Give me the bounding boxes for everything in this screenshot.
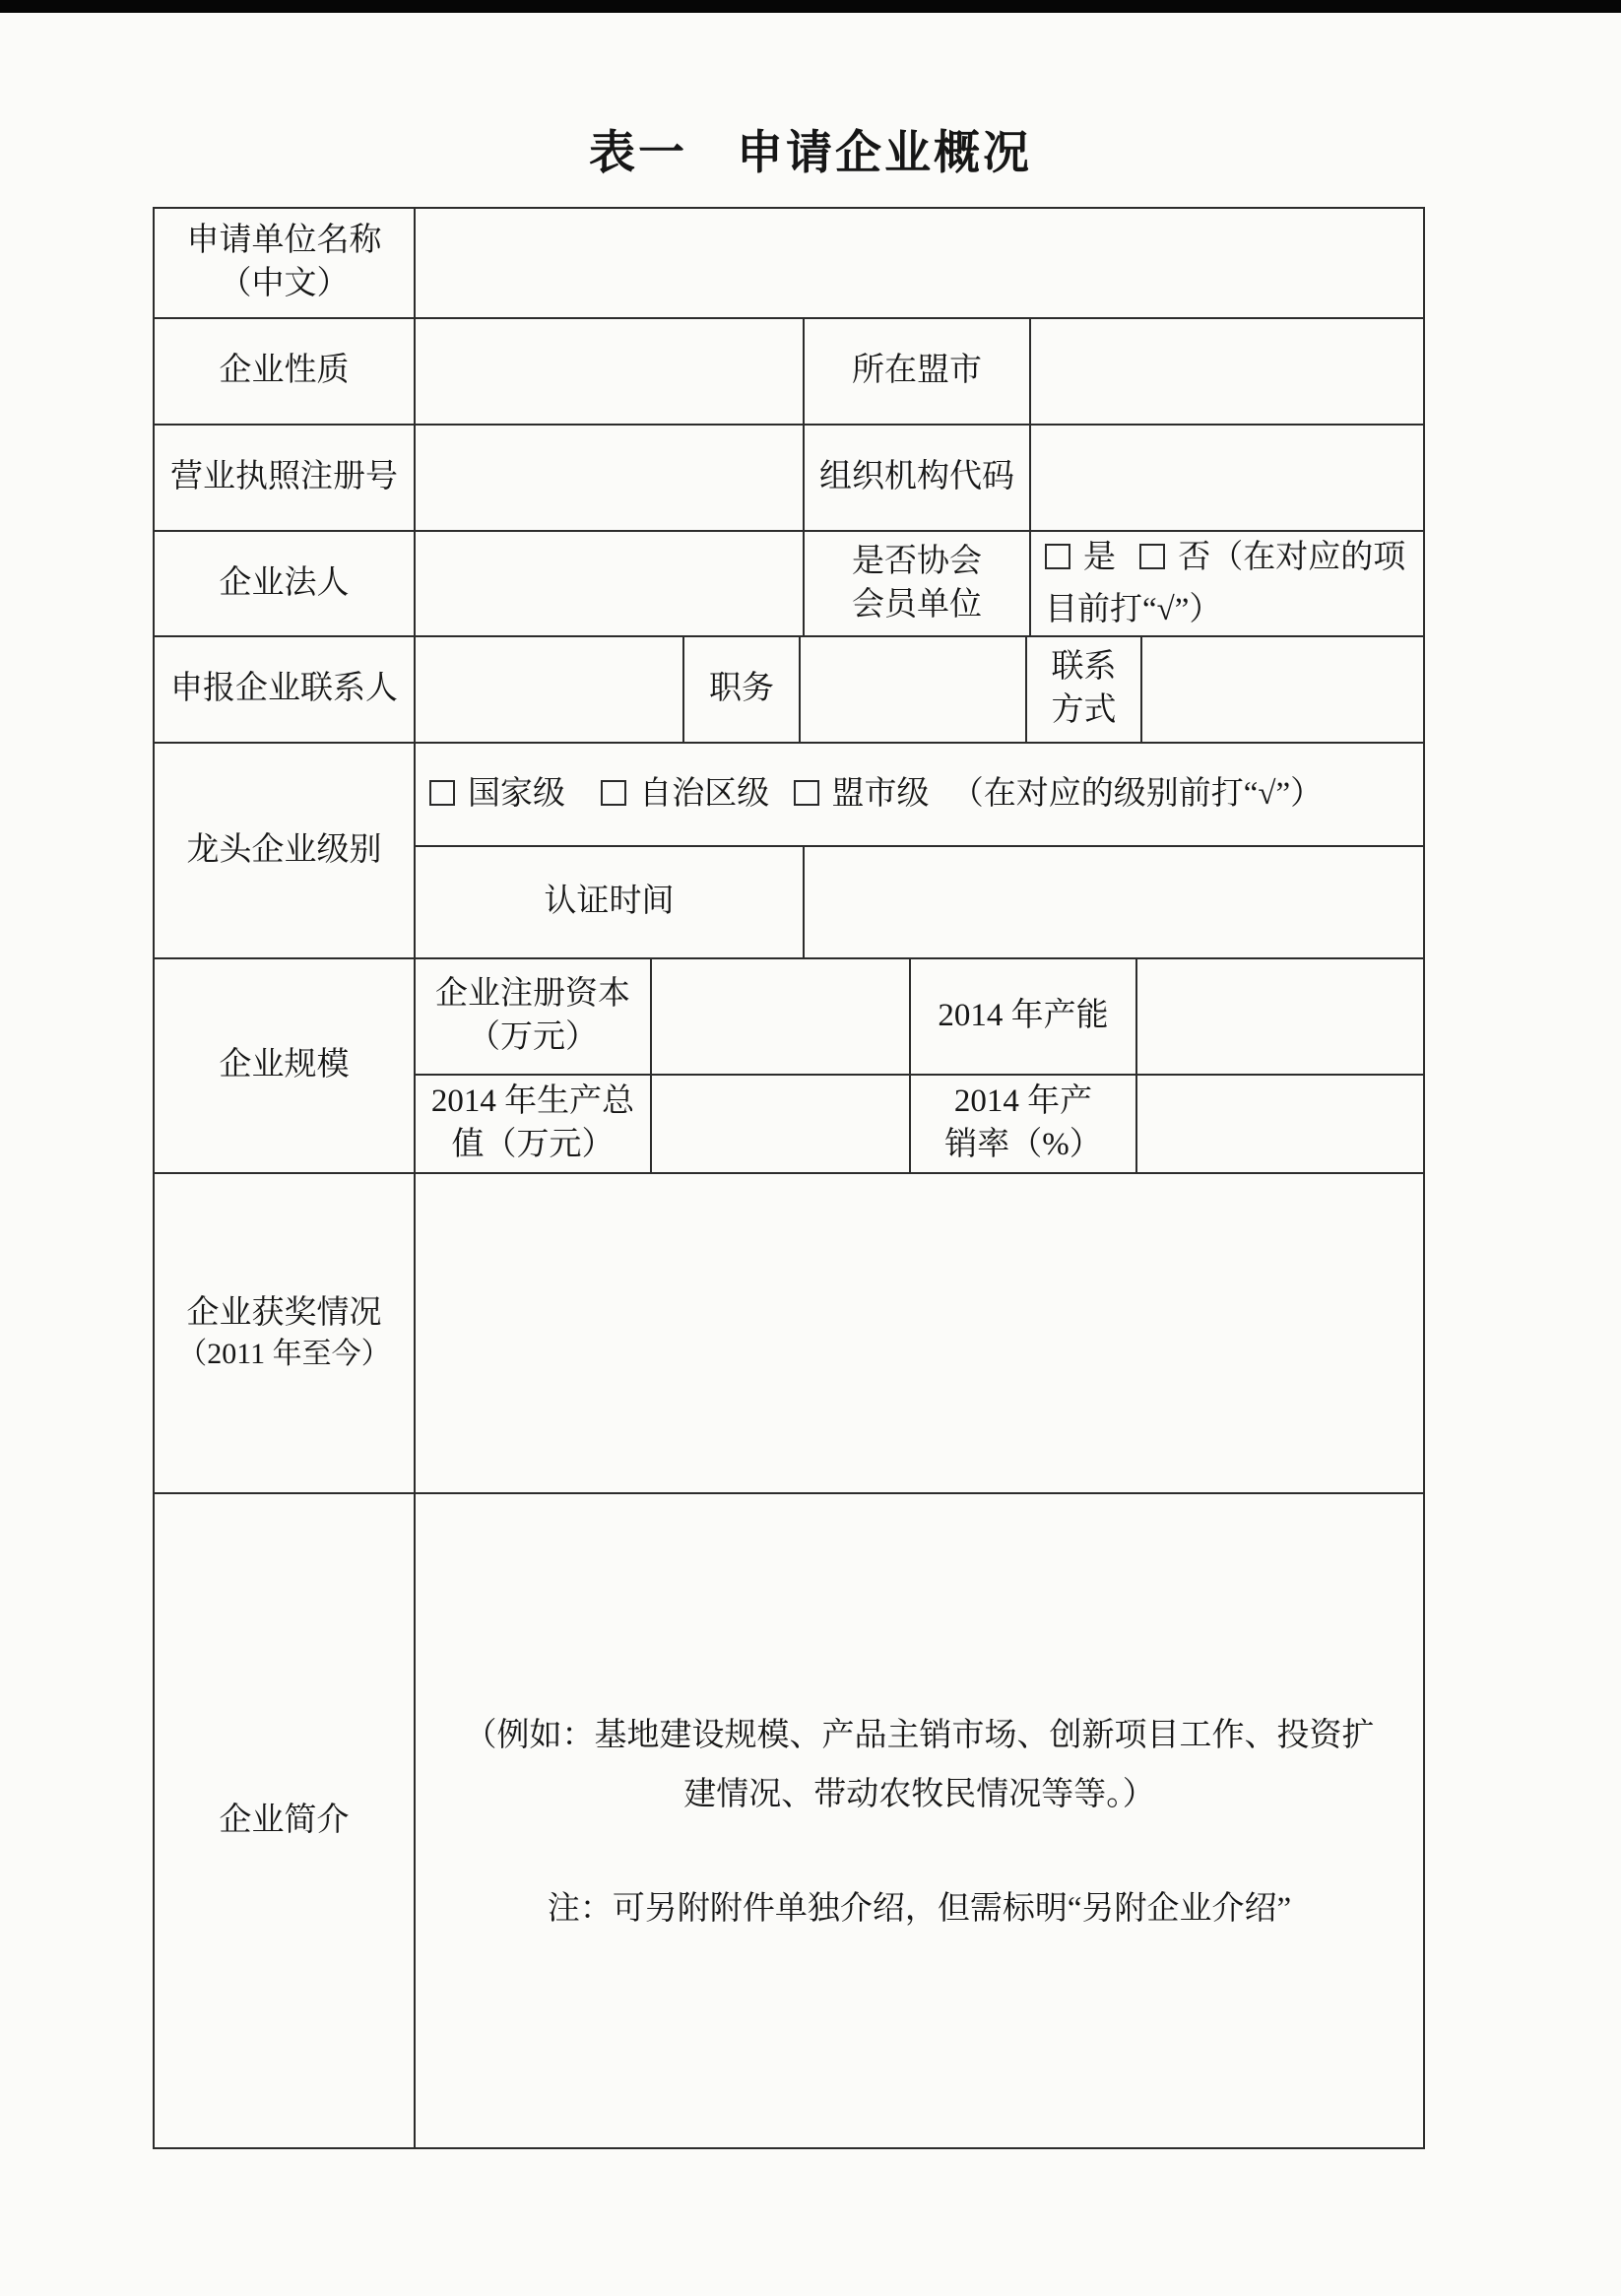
enterprise-overview-table [153,207,1425,2149]
assoc-member-label-line1: 是否协会 [852,543,982,579]
scale-subrow-1 [416,959,1425,1076]
awards-label-line2: （2011 年至今） [177,1338,391,1371]
nature-input-cell[interactable] [416,319,805,426]
row-nature [155,319,1425,426]
sales-rate-input-cell[interactable] [1137,1076,1425,1174]
license-no-label: 营业执照注册号 [155,426,416,532]
contact-input-cell[interactable] [416,637,684,744]
checkbox-yes-icon[interactable] [1045,544,1070,569]
sales-rate-label-line2: 销率（%） [944,1127,1102,1162]
checkbox-no-icon[interactable] [1139,544,1165,569]
row-leading-level [155,744,1425,959]
output-value-input-cell[interactable] [652,1076,911,1174]
awards-input-cell[interactable] [416,1174,1425,1494]
license-no-input-cell[interactable] [416,426,805,532]
reg-capital-label [416,959,652,1076]
assoc-member-option-yes: 是 [1083,539,1116,575]
contact-way-label-line2: 方式 [1051,692,1117,728]
awards-label-line1: 企业获奖情况 [186,1294,382,1331]
cert-time-input-cell[interactable] [805,847,1425,959]
cert-time-label: 认证时间 [416,847,805,959]
row-legal-person [155,532,1425,637]
org-code-input-cell[interactable] [1031,426,1425,532]
row-scale [155,959,1425,1174]
contact-way-label-line1: 联系 [1051,649,1117,686]
profile-example-text: （例如：基地建设规模、产品主销市场、创新项目工作、投资扩建情况、带动农牧民情况等等。） [464,1718,1375,1812]
position-input-cell[interactable] [801,637,1027,744]
leading-level-option-national: 国家级 [468,775,565,812]
leading-level-label: 龙头企业级别 [155,744,416,959]
row-profile [155,1494,1425,2149]
row-contact [155,637,1425,744]
checkbox-autonomous-icon[interactable] [601,780,626,806]
assoc-member-option-no: 否 [1178,539,1211,575]
profile-label: 企业简介 [155,1494,416,2149]
leading-level-option-league: 盟市级 [831,775,930,812]
scale-subgrid [416,959,1425,1174]
leading-level-options-cell [416,744,1425,847]
output-value-label-line1: 2014 年生产总 [430,1083,635,1120]
output-value-label-line2: 值（万元） [451,1127,615,1162]
scale-label: 企业规模 [155,959,416,1174]
profile-note-text: 注：可另附附件单独介绍，但需标明“另附企业介绍” [547,1891,1292,1928]
reg-capital-label-line1: 企业注册资本 [435,976,630,1013]
league-city-input-cell[interactable] [1031,319,1425,426]
scan-edge-bar [0,0,1621,13]
applicant-name-label [155,209,416,319]
assoc-member-hint: （在对应的项目前打“√”） [1045,539,1406,627]
checkbox-league-icon[interactable] [794,780,819,806]
scale-subrow-2 [416,1076,1425,1174]
applicant-name-label-line2: （中文） [219,266,350,301]
leading-level-option-autonomous: 自治区级 [639,775,770,812]
applicant-name-input-cell[interactable] [416,209,1425,319]
legal-person-label: 企业法人 [155,532,416,637]
page-title: 表一 申请企业概况 [589,128,1032,179]
reg-capital-label-line2: （万元） [468,1019,598,1055]
legal-person-input-cell[interactable] [416,532,805,637]
row-applicant-name [155,209,1425,319]
position-label: 职务 [684,637,801,744]
sales-rate-label-line1: 2014 年产 [953,1083,1093,1120]
row-license [155,426,1425,532]
contact-way-input-cell[interactable] [1142,637,1425,744]
nature-label: 企业性质 [155,319,416,426]
sales-rate-label [911,1076,1137,1174]
assoc-member-options-cell [1031,532,1425,637]
capacity-2014-label: 2014 年产能 [911,959,1137,1076]
profile-input-cell[interactable] [416,1494,1425,2149]
contact-label: 申报企业联系人 [155,637,416,744]
org-code-label: 组织机构代码 [805,426,1031,532]
awards-label [155,1174,416,1494]
assoc-member-label [805,532,1031,637]
checkbox-national-icon[interactable] [429,780,455,806]
capacity-2014-input-cell[interactable] [1137,959,1425,1076]
cert-time-row [416,847,1425,959]
row-awards [155,1174,1425,1494]
leading-level-hint: （在对应的级别前打“√”） [950,775,1324,812]
applicant-name-label-line1: 申请单位名称 [186,223,382,259]
reg-capital-input-cell[interactable] [652,959,911,1076]
assoc-member-label-line2: 会员单位 [852,586,982,623]
league-city-label: 所在盟市 [805,319,1031,426]
leading-level-subgrid [416,744,1425,959]
leading-level-options-row [416,744,1425,847]
output-value-label [416,1076,652,1174]
contact-way-label [1027,637,1142,744]
